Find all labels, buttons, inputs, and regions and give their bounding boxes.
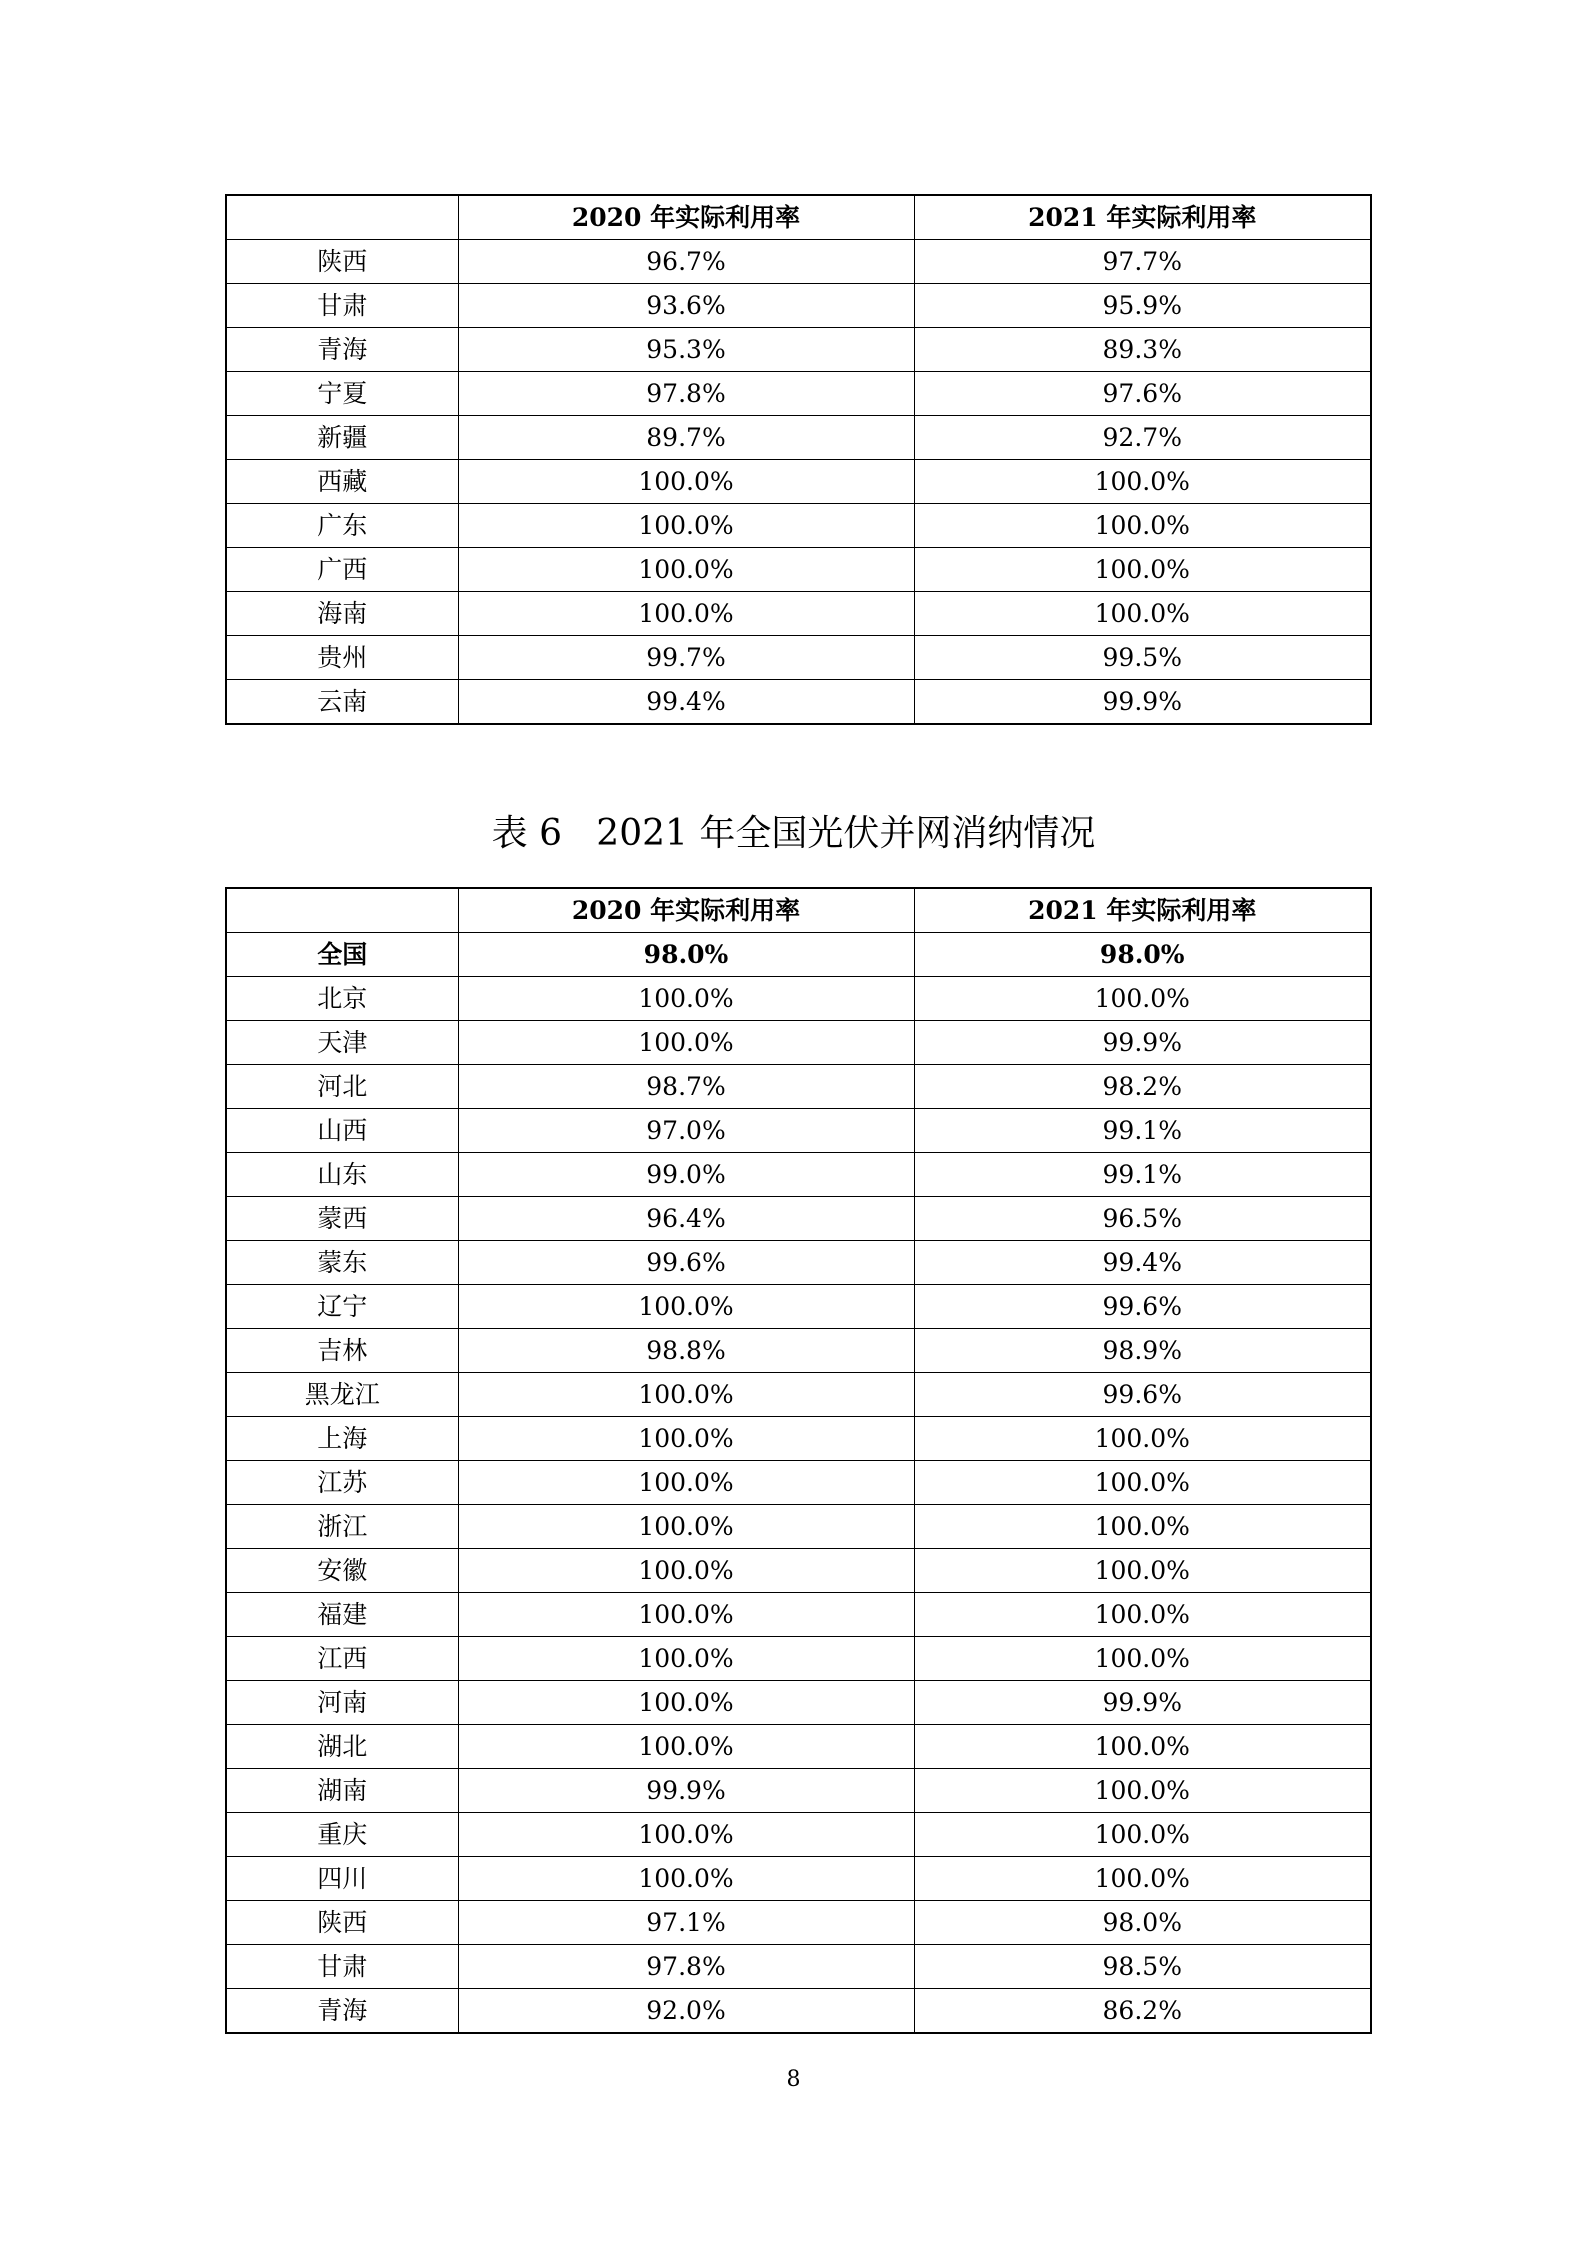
region-cell: 贵州 <box>226 636 458 680</box>
rate-2020-cell: 99.0% <box>458 1153 914 1197</box>
region-cell: 宁夏 <box>226 372 458 416</box>
header-2020: 2020 年实际利用率 <box>458 195 914 240</box>
rate-2021-cell: 99.6% <box>914 1285 1371 1329</box>
table-row <box>226 1681 1371 1725</box>
table-row <box>226 1021 1371 1065</box>
table-row <box>226 1813 1371 1857</box>
rate-2020-cell: 97.0% <box>458 1109 914 1153</box>
region-cell: 云南 <box>226 680 458 725</box>
region-cell: 湖北 <box>226 1725 458 1769</box>
rate-2021-cell: 100.0% <box>914 1857 1371 1901</box>
region-cell: 青海 <box>226 1989 458 2034</box>
table-row <box>226 977 1371 1021</box>
table-row <box>226 1593 1371 1637</box>
rate-2021-cell: 100.0% <box>914 1549 1371 1593</box>
rate-2020-cell: 89.7% <box>458 416 914 460</box>
rate-2021-cell: 100.0% <box>914 1505 1371 1549</box>
rate-2020-cell: 96.4% <box>458 1197 914 1241</box>
rate-2021-cell: 99.6% <box>914 1373 1371 1417</box>
rate-2020-cell: 93.6% <box>458 284 914 328</box>
utilization-table-continued <box>225 194 1372 725</box>
region-cell: 陕西 <box>226 1901 458 1945</box>
table-row <box>226 1725 1371 1769</box>
table-row <box>226 1945 1371 1989</box>
table-row <box>226 1857 1371 1901</box>
rate-2021-cell: 99.1% <box>914 1153 1371 1197</box>
region-cell: 陕西 <box>226 240 458 284</box>
rate-2021-cell: 100.0% <box>914 1593 1371 1637</box>
rate-2020-cell: 100.0% <box>458 504 914 548</box>
region-cell: 天津 <box>226 1021 458 1065</box>
rate-2021-cell: 98.5% <box>914 1945 1371 1989</box>
rate-2020-cell: 100.0% <box>458 1681 914 1725</box>
region-cell: 江西 <box>226 1637 458 1681</box>
rate-2021-cell: 100.0% <box>914 1637 1371 1681</box>
rate-2020-cell: 99.9% <box>458 1769 914 1813</box>
table-6-caption: 表 6 2021 年全国光伏并网消纳情况 <box>491 813 1096 854</box>
rate-2020-cell: 95.3% <box>458 328 914 372</box>
region-cell: 青海 <box>226 328 458 372</box>
rate-2021-cell: 99.9% <box>914 1681 1371 1725</box>
table-row <box>226 1461 1371 1505</box>
rate-2020-cell: 100.0% <box>458 460 914 504</box>
table-row <box>226 1989 1371 2034</box>
region-cell: 吉林 <box>226 1329 458 1373</box>
rate-2020-cell: 98.0% <box>458 933 914 977</box>
table-row <box>226 548 1371 592</box>
rate-2021-cell: 97.7% <box>914 240 1371 284</box>
table-header-row <box>226 195 1371 240</box>
rate-2020-cell: 100.0% <box>458 1857 914 1901</box>
rate-2020-cell: 98.8% <box>458 1329 914 1373</box>
rate-2020-cell: 99.6% <box>458 1241 914 1285</box>
rate-2021-cell: 100.0% <box>914 504 1371 548</box>
header-region <box>226 888 458 933</box>
rate-2020-cell: 100.0% <box>458 1285 914 1329</box>
rate-2021-cell: 100.0% <box>914 1461 1371 1505</box>
rate-2021-cell: 100.0% <box>914 592 1371 636</box>
region-cell: 上海 <box>226 1417 458 1461</box>
table-row <box>226 1769 1371 1813</box>
rate-2020-cell: 100.0% <box>458 1593 914 1637</box>
region-cell: 四川 <box>226 1857 458 1901</box>
table-row <box>226 328 1371 372</box>
region-cell: 辽宁 <box>226 1285 458 1329</box>
region-cell: 甘肃 <box>226 284 458 328</box>
rate-2021-cell: 100.0% <box>914 1813 1371 1857</box>
rate-2021-cell: 89.3% <box>914 328 1371 372</box>
rate-2020-cell: 100.0% <box>458 592 914 636</box>
table-row <box>226 1373 1371 1417</box>
header-2021: 2021 年实际利用率 <box>914 195 1371 240</box>
region-cell: 浙江 <box>226 1505 458 1549</box>
region-cell: 广东 <box>226 504 458 548</box>
table-row <box>226 416 1371 460</box>
rate-2021-cell: 100.0% <box>914 1725 1371 1769</box>
rate-2021-cell: 95.9% <box>914 284 1371 328</box>
table-row <box>226 592 1371 636</box>
table-row <box>226 1329 1371 1373</box>
region-cell: 甘肃 <box>226 1945 458 1989</box>
table-row <box>226 284 1371 328</box>
rate-2020-cell: 98.7% <box>458 1065 914 1109</box>
table-row <box>226 636 1371 680</box>
region-cell: 山西 <box>226 1109 458 1153</box>
table-row <box>226 1197 1371 1241</box>
rate-2020-cell: 100.0% <box>458 1373 914 1417</box>
rate-2021-cell: 99.1% <box>914 1109 1371 1153</box>
rate-2020-cell: 97.8% <box>458 372 914 416</box>
table-body <box>226 240 1371 725</box>
rate-2020-cell: 100.0% <box>458 977 914 1021</box>
table-row <box>226 240 1371 284</box>
header-2020: 2020 年实际利用率 <box>458 888 914 933</box>
region-cell: 海南 <box>226 592 458 636</box>
rate-2020-cell: 100.0% <box>458 1549 914 1593</box>
rate-2020-cell: 100.0% <box>458 1813 914 1857</box>
table-row <box>226 504 1371 548</box>
table-row <box>226 1505 1371 1549</box>
national-row <box>226 933 1371 977</box>
rate-2020-cell: 100.0% <box>458 1021 914 1065</box>
table-row <box>226 680 1371 725</box>
rate-2020-cell: 99.7% <box>458 636 914 680</box>
rate-2021-cell: 98.0% <box>914 933 1371 977</box>
region-cell: 福建 <box>226 1593 458 1637</box>
rate-2021-cell: 100.0% <box>914 1417 1371 1461</box>
table-row <box>226 1153 1371 1197</box>
rate-2020-cell: 96.7% <box>458 240 914 284</box>
table-body <box>226 933 1371 2034</box>
region-cell: 重庆 <box>226 1813 458 1857</box>
rate-2021-cell: 100.0% <box>914 460 1371 504</box>
region-cell: 西藏 <box>226 460 458 504</box>
table-row <box>226 1065 1371 1109</box>
region-cell: 湖南 <box>226 1769 458 1813</box>
rate-2021-cell: 99.9% <box>914 680 1371 725</box>
table-row <box>226 1417 1371 1461</box>
region-cell: 蒙西 <box>226 1197 458 1241</box>
rate-2020-cell: 97.1% <box>458 1901 914 1945</box>
rate-2021-cell: 96.5% <box>914 1197 1371 1241</box>
table-row <box>226 372 1371 416</box>
utilization-table-6 <box>225 887 1372 2034</box>
header-2021: 2021 年实际利用率 <box>914 888 1371 933</box>
rate-2021-cell: 99.4% <box>914 1241 1371 1285</box>
page-number: 8 <box>786 2067 801 2092</box>
rate-2021-cell: 98.2% <box>914 1065 1371 1109</box>
rate-2020-cell: 100.0% <box>458 1417 914 1461</box>
rate-2021-cell: 98.9% <box>914 1329 1371 1373</box>
rate-2021-cell: 86.2% <box>914 1989 1371 2034</box>
region-cell: 广西 <box>226 548 458 592</box>
rate-2020-cell: 100.0% <box>458 1725 914 1769</box>
rate-2020-cell: 97.8% <box>458 1945 914 1989</box>
rate-2020-cell: 99.4% <box>458 680 914 725</box>
rate-2021-cell: 99.5% <box>914 636 1371 680</box>
rate-2020-cell: 100.0% <box>458 1461 914 1505</box>
rate-2020-cell: 100.0% <box>458 1637 914 1681</box>
table-row <box>226 1109 1371 1153</box>
region-cell: 新疆 <box>226 416 458 460</box>
rate-2021-cell: 92.7% <box>914 416 1371 460</box>
table-row <box>226 1241 1371 1285</box>
table-row <box>226 460 1371 504</box>
header-region <box>226 195 458 240</box>
rate-2020-cell: 100.0% <box>458 548 914 592</box>
rate-2021-cell: 97.6% <box>914 372 1371 416</box>
region-cell: 河南 <box>226 1681 458 1725</box>
region-cell: 河北 <box>226 1065 458 1109</box>
rate-2021-cell: 99.9% <box>914 1021 1371 1065</box>
table-header-row <box>226 888 1371 933</box>
region-cell: 山东 <box>226 1153 458 1197</box>
rate-2020-cell: 100.0% <box>458 1505 914 1549</box>
rate-2021-cell: 100.0% <box>914 548 1371 592</box>
table-row <box>226 1637 1371 1681</box>
rate-2021-cell: 100.0% <box>914 1769 1371 1813</box>
table-row <box>226 1901 1371 1945</box>
region-cell: 全国 <box>226 933 458 977</box>
region-cell: 北京 <box>226 977 458 1021</box>
region-cell: 安徽 <box>226 1549 458 1593</box>
region-cell: 江苏 <box>226 1461 458 1505</box>
table-row <box>226 1549 1371 1593</box>
region-cell: 黑龙江 <box>226 1373 458 1417</box>
rate-2021-cell: 100.0% <box>914 977 1371 1021</box>
rate-2021-cell: 98.0% <box>914 1901 1371 1945</box>
region-cell: 蒙东 <box>226 1241 458 1285</box>
rate-2020-cell: 92.0% <box>458 1989 914 2034</box>
table-row <box>226 1285 1371 1329</box>
